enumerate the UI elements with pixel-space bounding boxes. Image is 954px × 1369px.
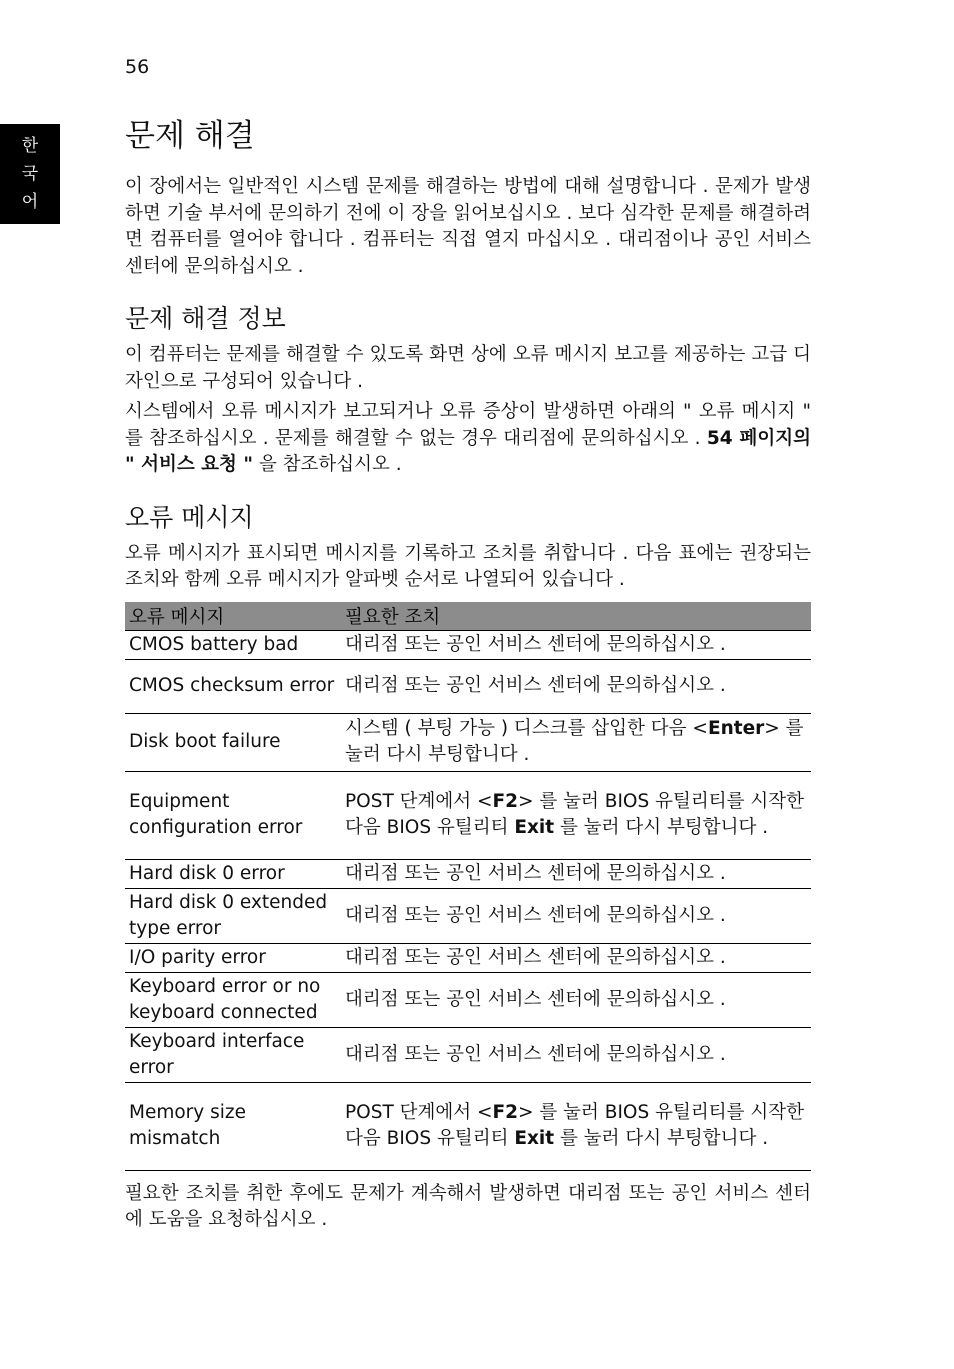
error-message-cell: Keyboard error or no keyboard connected bbox=[125, 972, 341, 1027]
error-message-cell: Keyboard interface error bbox=[125, 1027, 341, 1082]
error-messages-paragraph: 오류 메시지가 표시되면 메시지를 기록하고 조치를 취합니다 . 다음 표에는 권장되는 조치와 함께 오류 메시지가 알파벳 순서로 나열되어 있습니다 . bbox=[125, 542, 811, 590]
header-error-message: 오류 메시지 bbox=[125, 602, 341, 631]
action-cell: 대리점 또는 공인 서비스 센터에 문의하십시오 . bbox=[341, 859, 811, 888]
page-content bbox=[125, 114, 811, 1234]
action-cell: 대리점 또는 공인 서비스 센터에 문의하십시오 . bbox=[341, 943, 811, 972]
section-heading-error-messages: 오류 메시지 bbox=[125, 502, 254, 532]
language-tab bbox=[0, 124, 60, 224]
action-cell: 대리점 또는 공인 서비스 센터에 문의하십시오 . bbox=[341, 972, 811, 1027]
error-message-cell: Hard disk 0 error bbox=[125, 859, 341, 888]
action-cell: 대리점 또는 공인 서비스 센터에 문의하십시오 . bbox=[341, 630, 811, 659]
error-message-cell: I/O parity error bbox=[125, 943, 341, 972]
action-cell: 대리점 또는 공인 서비스 센터에 문의하십시오 . bbox=[341, 888, 811, 943]
action-cell: POST 단계에서 <F2> 를 눌러 BIOS 유틸리티를 시작한 다음 BIOS 유틸리티 Exit 를 눌러 다시 부팅합니다 . bbox=[341, 771, 811, 859]
error-message-cell: Disk boot failure bbox=[125, 713, 341, 771]
table-row bbox=[125, 972, 811, 1027]
error-message-cell: Equipment configuration error bbox=[125, 771, 341, 859]
error-message-cell: CMOS checksum error bbox=[125, 659, 341, 713]
table-row bbox=[125, 1027, 811, 1082]
table-header-row bbox=[125, 602, 811, 631]
error-message-table bbox=[125, 602, 811, 1171]
footer-paragraph: 필요한 조치를 취한 후에도 문제가 계속해서 발생하면 대리점 또는 공인 서비스 센터에 도움을 요청하십시오 . bbox=[125, 1182, 811, 1230]
action-cell: 시스템 ( 부팅 가능 ) 디스크를 삽입한 다음 <Enter> 를 눌러 다시 부팅합니다 . bbox=[341, 713, 811, 771]
table-row bbox=[125, 943, 811, 972]
table-row bbox=[125, 859, 811, 888]
lang-tab-char: 한 bbox=[21, 136, 39, 156]
table-row bbox=[125, 771, 811, 859]
header-required-action: 필요한 조치 bbox=[341, 602, 811, 631]
lang-tab-char: 국 bbox=[21, 164, 39, 184]
action-cell: 대리점 또는 공인 서비스 센터에 문의하십시오 . bbox=[341, 1027, 811, 1082]
page-number: 56 bbox=[125, 56, 150, 78]
section-heading-troubleshooting-tips: 문제 해결 정보 bbox=[125, 304, 286, 333]
table-row bbox=[125, 659, 811, 713]
tips-paragraph-1: 이 컴퓨터는 문제를 해결할 수 있도록 화면 상에 오류 메시지 보고를 제공하는 고급 디자인으로 구성되어 있습니다 . bbox=[125, 344, 811, 392]
error-message-cell: Hard disk 0 extended type error bbox=[125, 888, 341, 943]
table-row bbox=[125, 630, 811, 659]
page-title: 문제 해결 bbox=[125, 118, 255, 154]
table-row bbox=[125, 713, 811, 771]
table-row bbox=[125, 1082, 811, 1170]
service-reference-link: 54 페이지의 " 서비스 요청 " bbox=[125, 427, 812, 475]
action-cell: POST 단계에서 <F2> 를 눌러 BIOS 유틸리티를 시작한 다음 BIOS 유틸리티 Exit 를 눌러 다시 부팅합니다 . bbox=[341, 1082, 811, 1170]
tips-paragraph-2: 시스템에서 오류 메시지가 보고되거나 오류 증상이 발생하면 아래의 " 오류 메시지 " 를 참조하십시오 . 문제를 해결할 수 없는 경우 대리점에 문의하십시오 . 54 페이지의 " 서비스 요청 " 을 참조하십시오 . bbox=[125, 401, 812, 475]
error-message-cell: CMOS battery bad bbox=[125, 630, 341, 659]
action-cell: 대리점 또는 공인 서비스 센터에 문의하십시오 . bbox=[341, 659, 811, 713]
intro-paragraph: 이 장에서는 일반적인 시스템 문제를 해결하는 방법에 대해 설명합니다 . 문제가 발생하면 기술 부서에 문의하기 전에 이 장을 읽어보십시오 . 보다 심각한 문제를 해결하려면 컴퓨터를 열어야 합니다 . 컴퓨터는 직접 열지 마십시오 . 대리점이나 공인 서비스 센터에 문의하십시오 . bbox=[125, 176, 811, 277]
lang-tab-char: 어 bbox=[21, 192, 39, 212]
error-message-cell: Memory size mismatch bbox=[125, 1082, 341, 1170]
table-row bbox=[125, 888, 811, 943]
